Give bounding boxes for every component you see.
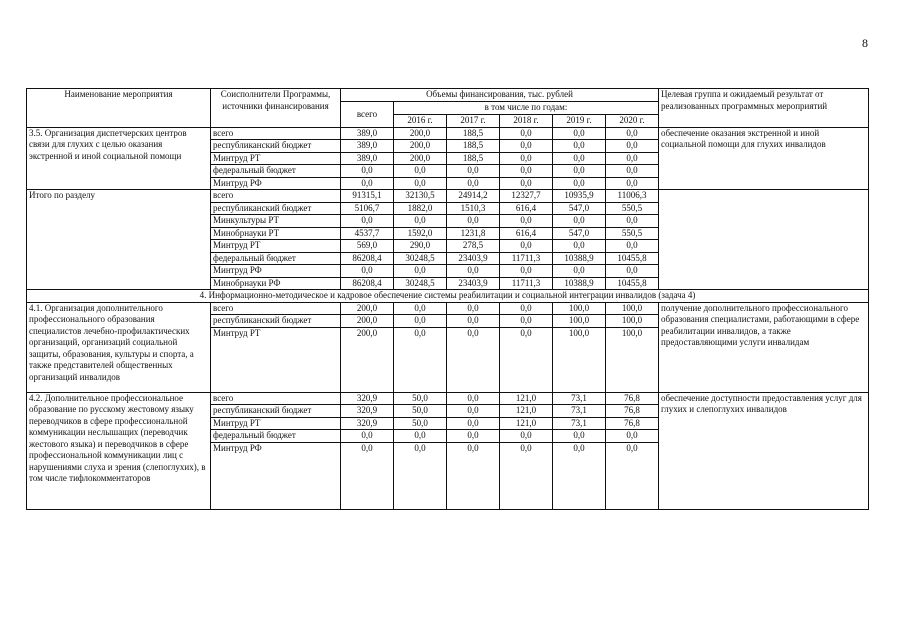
value-year: 0,0 xyxy=(447,405,500,418)
table-row xyxy=(27,392,869,405)
measure-name: 4.1. Организация дополнительного профессионального образования специалистов лечебно-профилактических организаций, организаций социальной защиты, образования, культуры и спорта, а также представителей общественных организаций инвалидов xyxy=(27,302,211,392)
value-year: 10388,9 xyxy=(553,277,606,290)
value-year: 50,0 xyxy=(394,405,447,418)
value-year: 0,0 xyxy=(500,140,553,153)
value-year: 0,0 xyxy=(553,165,606,178)
value-year: 0,0 xyxy=(447,215,500,228)
value-year: 616,4 xyxy=(500,227,553,240)
value-year: 0,0 xyxy=(606,152,659,165)
value-year: 0,0 xyxy=(500,430,553,443)
value-year: 0,0 xyxy=(447,392,500,405)
value-year: 188,5 xyxy=(447,152,500,165)
value-year: 11006,3 xyxy=(606,190,659,203)
value-total: 4537,7 xyxy=(341,227,394,240)
header-year: 2019 г. xyxy=(553,114,606,127)
value-year: 616,4 xyxy=(500,202,553,215)
value-year: 0,0 xyxy=(394,265,447,278)
value-year: 200,0 xyxy=(394,152,447,165)
value-year: 0,0 xyxy=(394,165,447,178)
funding-source: всего xyxy=(211,392,341,405)
value-year: 0,0 xyxy=(394,215,447,228)
value-year: 0,0 xyxy=(394,442,447,509)
value-total: 569,0 xyxy=(341,240,394,253)
value-year: 100,0 xyxy=(606,327,659,392)
value-year: 0,0 xyxy=(606,165,659,178)
funding-source: всего xyxy=(211,190,341,203)
value-year: 0,0 xyxy=(394,302,447,315)
value-year: 0,0 xyxy=(394,315,447,328)
funding-source: республиканский бюджет xyxy=(211,202,341,215)
funding-source: Минтруд РФ xyxy=(211,177,341,190)
value-year: 76,8 xyxy=(606,392,659,405)
value-total: 320,9 xyxy=(341,392,394,405)
funding-source: Минтруд РТ xyxy=(211,152,341,165)
value-year: 278,5 xyxy=(447,240,500,253)
expected-result: обеспечение доступности предоставления услуг для глухих и слепоглухих инвалидов xyxy=(659,392,869,509)
funding-source: федеральный бюджет xyxy=(211,252,341,265)
value-year: 73,1 xyxy=(553,417,606,430)
value-year: 547,0 xyxy=(553,202,606,215)
value-year: 100,0 xyxy=(606,302,659,315)
value-year: 1882,0 xyxy=(394,202,447,215)
value-year: 0,0 xyxy=(606,240,659,253)
funding-source: Минобрнауки РТ xyxy=(211,227,341,240)
value-year: 11711,3 xyxy=(500,252,553,265)
value-year: 23403,9 xyxy=(447,252,500,265)
value-year: 0,0 xyxy=(553,430,606,443)
value-year: 0,0 xyxy=(500,265,553,278)
header-name: Наименование мероприятия xyxy=(27,89,211,128)
value-total: 389,0 xyxy=(341,127,394,140)
value-total: 91315,1 xyxy=(341,190,394,203)
value-total: 320,9 xyxy=(341,405,394,418)
value-year: 0,0 xyxy=(606,442,659,509)
financing-table xyxy=(26,88,869,510)
measure-name: 3.5. Организация диспетчерских центров связи для глухих с целью оказания экстренной и иной социальной помощи xyxy=(27,127,211,190)
table-body xyxy=(27,127,869,509)
value-year: 0,0 xyxy=(447,165,500,178)
funding-source: Минобрнауки РФ xyxy=(211,277,341,290)
value-year: 0,0 xyxy=(500,215,553,228)
header-year: 2017 г. xyxy=(447,114,500,127)
value-year: 0,0 xyxy=(447,315,500,328)
value-year: 1592,0 xyxy=(394,227,447,240)
value-year: 10935,9 xyxy=(553,190,606,203)
measure-name: 4.2. Дополнительное профессиональное образование по русскому жестовому языку переводчиков в сфере профессиональной коммуникации неслышащих (переводчик жестового языка) и переводчиков в сфере профессиональной коммуникации лиц с нарушениями слуха и зрения (слепоглухих), в том числе тифлокомментаторов xyxy=(27,392,211,509)
value-year: 121,0 xyxy=(500,405,553,418)
value-year: 0,0 xyxy=(447,417,500,430)
value-year: 0,0 xyxy=(606,127,659,140)
measure-name: Итого по разделу xyxy=(27,190,211,290)
value-year: 10455,8 xyxy=(606,252,659,265)
funding-source: Минтруд РФ xyxy=(211,442,341,509)
value-year: 0,0 xyxy=(394,177,447,190)
table-row xyxy=(27,302,869,315)
value-year: 0,0 xyxy=(500,315,553,328)
funding-source: всего xyxy=(211,127,341,140)
value-year: 100,0 xyxy=(553,302,606,315)
value-year: 188,5 xyxy=(447,127,500,140)
value-year: 0,0 xyxy=(553,152,606,165)
value-year: 0,0 xyxy=(447,177,500,190)
value-total: 389,0 xyxy=(341,152,394,165)
header-volumes: Объемы финансирования, тыс. рублей xyxy=(341,89,659,102)
value-year: 0,0 xyxy=(447,327,500,392)
value-year: 0,0 xyxy=(553,265,606,278)
table-row xyxy=(27,190,869,203)
value-year: 0,0 xyxy=(553,442,606,509)
value-year: 550,5 xyxy=(606,227,659,240)
value-year: 11711,3 xyxy=(500,277,553,290)
value-year: 0,0 xyxy=(500,165,553,178)
page-number: 8 xyxy=(862,36,868,50)
expected-result: получение дополнительного профессионального образования специалистами, работающими в сфере реабилитации инвалидов, а также предоставляющими услуги инвалидам xyxy=(659,302,869,392)
value-total: 0,0 xyxy=(341,430,394,443)
value-year: 188,5 xyxy=(447,140,500,153)
value-year: 100,0 xyxy=(553,315,606,328)
value-year: 100,0 xyxy=(553,327,606,392)
value-total: 0,0 xyxy=(341,165,394,178)
value-total: 0,0 xyxy=(341,265,394,278)
funding-source: федеральный бюджет xyxy=(211,430,341,443)
value-year: 24914,2 xyxy=(447,190,500,203)
header-year: 2020 г. xyxy=(606,114,659,127)
value-total: 200,0 xyxy=(341,327,394,392)
value-total: 86208,4 xyxy=(341,252,394,265)
funding-source: Минкультуры РТ xyxy=(211,215,341,228)
value-year: 50,0 xyxy=(394,392,447,405)
value-year: 200,0 xyxy=(394,127,447,140)
value-year: 0,0 xyxy=(447,265,500,278)
value-total: 200,0 xyxy=(341,302,394,315)
value-year: 0,0 xyxy=(500,177,553,190)
value-year: 50,0 xyxy=(394,417,447,430)
value-year: 0,0 xyxy=(500,302,553,315)
expected-result: обеспечение оказания экстренной и иной социальной помощи для глухих инвалидов xyxy=(659,127,869,190)
value-year: 10388,9 xyxy=(553,252,606,265)
value-year: 0,0 xyxy=(394,430,447,443)
value-year: 73,1 xyxy=(553,405,606,418)
value-year: 76,8 xyxy=(606,405,659,418)
funding-source: Минтруд РФ xyxy=(211,265,341,278)
funding-source: Минтруд РТ xyxy=(211,417,341,430)
value-total: 0,0 xyxy=(341,177,394,190)
value-total: 200,0 xyxy=(341,315,394,328)
value-year: 76,8 xyxy=(606,417,659,430)
value-year: 0,0 xyxy=(500,327,553,392)
header-by-years: в том числе по годам: xyxy=(394,102,659,115)
value-year: 121,0 xyxy=(500,392,553,405)
value-total: 5106,7 xyxy=(341,202,394,215)
value-year: 0,0 xyxy=(606,430,659,443)
value-total: 86208,4 xyxy=(341,277,394,290)
value-year: 30248,5 xyxy=(394,252,447,265)
value-year: 73,1 xyxy=(553,392,606,405)
value-year: 0,0 xyxy=(500,127,553,140)
value-year: 0,0 xyxy=(447,442,500,509)
value-year: 30248,5 xyxy=(394,277,447,290)
funding-source: республиканский бюджет xyxy=(211,315,341,328)
value-year: 0,0 xyxy=(606,177,659,190)
value-year: 0,0 xyxy=(553,140,606,153)
value-year: 1510,3 xyxy=(447,202,500,215)
table-header xyxy=(27,89,869,128)
value-year: 0,0 xyxy=(447,302,500,315)
value-year: 290,0 xyxy=(394,240,447,253)
value-total: 0,0 xyxy=(341,215,394,228)
value-year: 1231,8 xyxy=(447,227,500,240)
value-year: 550,5 xyxy=(606,202,659,215)
header-coexecutors: Соисполнители Программы, источники финансирования xyxy=(211,89,341,128)
value-year: 0,0 xyxy=(553,177,606,190)
value-year: 0,0 xyxy=(447,430,500,443)
funding-source: Минтруд РТ xyxy=(211,327,341,392)
value-year: 100,0 xyxy=(606,315,659,328)
funding-source: республиканский бюджет xyxy=(211,140,341,153)
value-year: 121,0 xyxy=(500,417,553,430)
header-result: Целевая группа и ожидаемый результат от реализованных программных мероприятий xyxy=(659,89,869,128)
value-year: 0,0 xyxy=(500,240,553,253)
value-year: 23403,9 xyxy=(447,277,500,290)
value-year: 0,0 xyxy=(394,327,447,392)
value-year: 547,0 xyxy=(553,227,606,240)
header-year: 2018 г. xyxy=(500,114,553,127)
funding-source: Минтруд РТ xyxy=(211,240,341,253)
section-title: 4. Информационно-методическое и кадровое обеспечение системы реабилитации и социальной интеграции инвалидов (задача 4) xyxy=(27,290,869,303)
value-year: 0,0 xyxy=(606,215,659,228)
value-year: 0,0 xyxy=(606,140,659,153)
header-year: 2016 г. xyxy=(394,114,447,127)
value-year: 0,0 xyxy=(553,127,606,140)
value-total: 389,0 xyxy=(341,140,394,153)
header-total: всего xyxy=(341,102,394,128)
value-year: 0,0 xyxy=(500,442,553,509)
funding-source: федеральный бюджет xyxy=(211,165,341,178)
value-total: 320,9 xyxy=(341,417,394,430)
value-year: 10455,8 xyxy=(606,277,659,290)
funding-source: республиканский бюджет xyxy=(211,405,341,418)
expected-result xyxy=(659,190,869,290)
table-row xyxy=(27,127,869,140)
value-year: 0,0 xyxy=(553,240,606,253)
value-year: 200,0 xyxy=(394,140,447,153)
value-total: 0,0 xyxy=(341,442,394,509)
value-year: 12327,7 xyxy=(500,190,553,203)
value-year: 0,0 xyxy=(553,215,606,228)
funding-source: всего xyxy=(211,302,341,315)
value-year: 32130,5 xyxy=(394,190,447,203)
value-year: 0,0 xyxy=(606,265,659,278)
section-row xyxy=(27,290,869,303)
value-year: 0,0 xyxy=(500,152,553,165)
